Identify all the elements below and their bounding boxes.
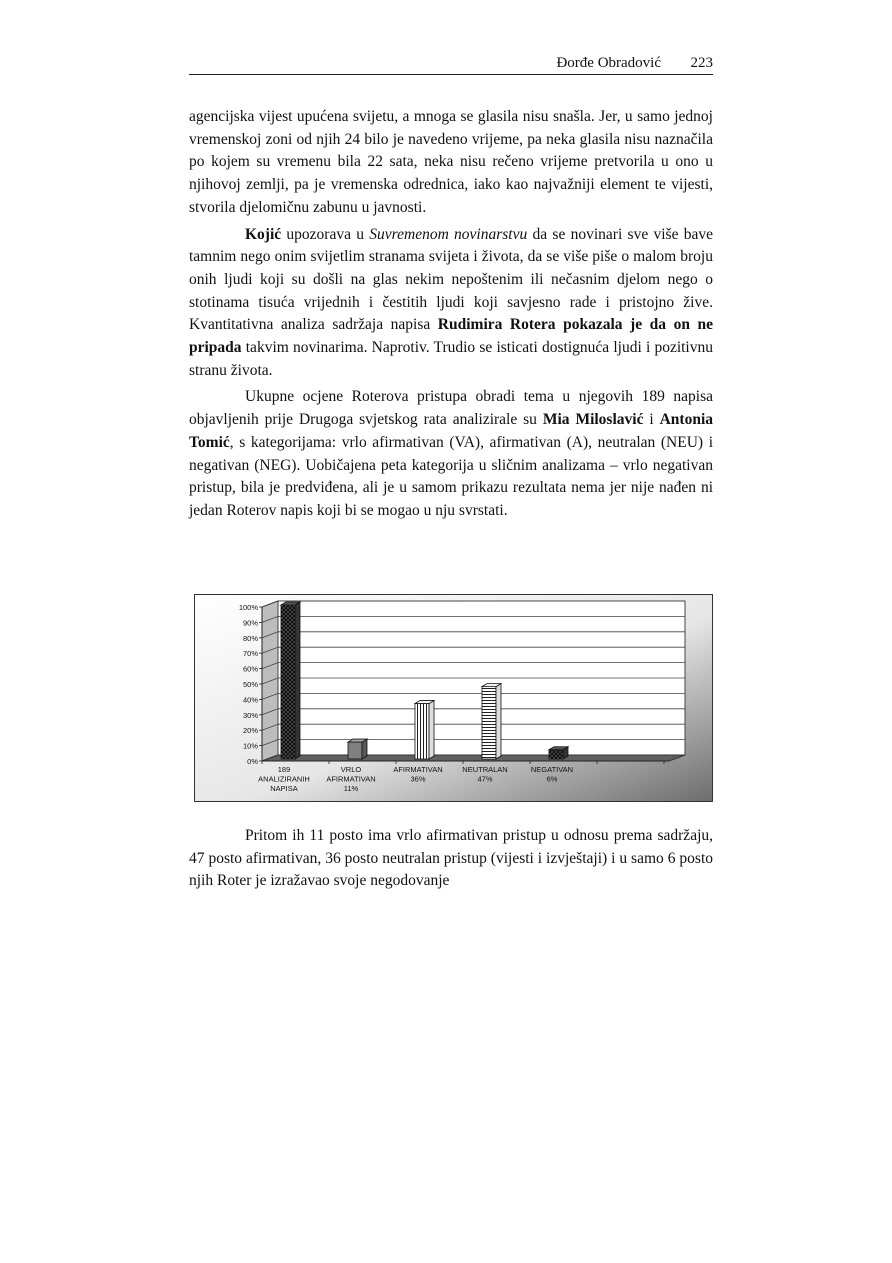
y-tick-label: 20%	[242, 726, 258, 736]
y-tick-label: 50%	[242, 680, 258, 689]
text-run: i	[643, 411, 660, 429]
bar	[415, 704, 429, 759]
bar-side	[295, 602, 300, 759]
paragraph	[189, 106, 713, 220]
running-header	[189, 54, 713, 75]
bar-side	[496, 684, 501, 759]
italic-text: Suvremenom novinarstvu	[369, 225, 528, 243]
x-category-label: AFIRMATIVAN	[393, 765, 443, 774]
bar-chart-svg	[195, 595, 712, 801]
body-text	[189, 106, 713, 527]
y-tick-label: 90%	[242, 618, 258, 628]
bottom-text	[189, 825, 713, 893]
text-run: da se novinari sve više bave tamnim nego onim svijetlim stranama svijeta i života, da se više piše o malom broju onih ljudi koji su došli na glas nekim nepoštenim ili nečasnim djelom nego o stotinama tisuća vrijednih i čestitih ljudi koji savjesno rade i pristojno žive. Kvantitativna analiza sadržaja napisa	[189, 225, 713, 334]
paragraph: Pritom ih 11 posto ima vrlo afirmativan pristup u odnosu prema sadržaju, 47 posto afirmativan, 36 posto neutralan pristup (vijesti i izvještaji) i u samo 6 posto njih Roter je izražavao svoje negodovanje	[189, 827, 713, 890]
y-tick-label: 30%	[242, 710, 258, 720]
x-category-label: 6%	[546, 774, 558, 784]
y-tick-label: 70%	[242, 649, 258, 659]
x-category-label: NEUTRALAN	[462, 765, 508, 774]
bar	[482, 687, 496, 759]
x-category-label: ANALIZIRANIH	[258, 774, 310, 784]
x-category-label: AFIRMATIVAN	[326, 774, 376, 784]
text-run: takvim novinarima. Naprotiv. Trudio se isticati dostignuća ljudi i pozitivnu stranu života.	[189, 339, 713, 379]
y-tick-label: 0%	[247, 757, 258, 766]
x-category-label: 36%	[410, 774, 426, 784]
bold-text: Antonia Tomić	[189, 411, 714, 451]
bold-text: Rudimira Rotera pokazala je da on ne pripada	[189, 316, 713, 357]
bar-chart	[194, 594, 713, 802]
header-author: Đorđe Obradović	[556, 55, 661, 71]
text-run: Ukupne ocjene Roterova pristupa obradi tema u njegovih 189 napisa objavljenih prije Drugoga svjetskog rata analizirale su	[189, 388, 713, 429]
x-category-label: NAPISA	[270, 784, 298, 793]
bold-text: Kojić	[245, 225, 282, 243]
bar	[281, 605, 295, 759]
x-category-label: VRLO	[340, 765, 362, 774]
paragraph	[189, 386, 713, 522]
paragraph	[189, 224, 713, 383]
y-tick-label: 40%	[242, 695, 258, 705]
text-run: agencijska vijest upućena svijetu, a mnoga se glasila nisu snašla. Jer, u samo jednoj vremenskoj zoni od njih 24 bilo je navedeno vrijeme, pa neka glasila nisu naznačila po kojem su vremenu bila 22 sata, neka nisu rečeno vrijeme pretvorila u ono u njihovoj zemlji, pa je vremenska odrednica, iako kao najvažniji element te vijesti, stvorila djelomičnu zabunu u javnosti.	[189, 108, 713, 216]
x-category-label: NEGATIVAN	[530, 765, 574, 774]
bar	[348, 742, 362, 759]
text-run: upozorava u	[281, 225, 370, 243]
bold-text: Mia Miloslavić	[542, 411, 644, 429]
x-category-label: 47%	[477, 774, 493, 784]
bar	[549, 750, 563, 759]
text-run: , s kategorijama: vrlo afirmativan (VA), afirmativan (A), neutralan (NEU) i negativan (NEG). Uobičajena peta kategorija u sličnim analizama – vrlo negativan pristup, bila je predviđena, ali je u samom prikazu rezultata nema jer nije nađen ni jedan Roterov napis koji bi se mogao u nju svrstati.	[189, 433, 713, 519]
chart-floor	[262, 755, 685, 761]
y-tick-label: 10%	[242, 741, 258, 751]
x-category-label: 11%	[343, 784, 359, 793]
y-tick-label: 60%	[242, 664, 258, 674]
bar-side	[429, 701, 434, 759]
y-tick-label: 100%	[238, 603, 258, 612]
y-tick-label: 80%	[242, 633, 258, 643]
x-category-label: 189	[277, 765, 291, 774]
page-number: 223	[690, 55, 713, 71]
